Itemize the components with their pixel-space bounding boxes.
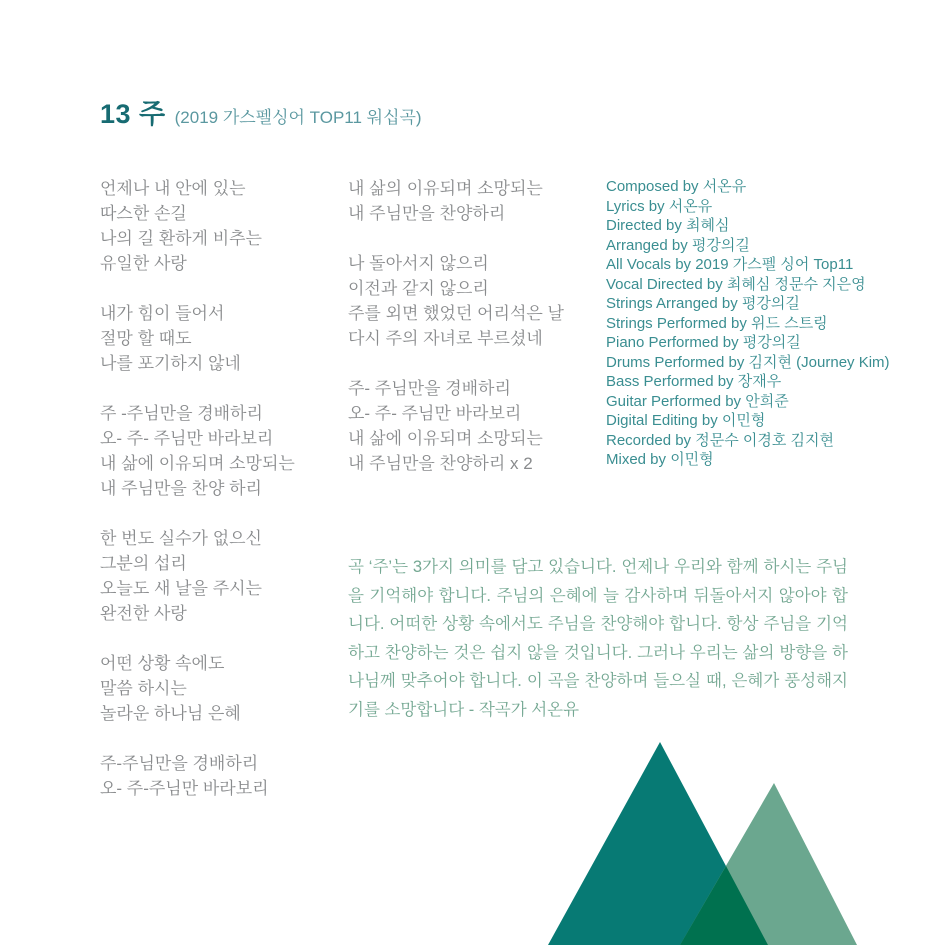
lyric-line: 언제나 내 안에 있는 xyxy=(100,179,246,198)
lyric-line: 그분의 섭리 xyxy=(100,554,187,573)
lyric-stanza xyxy=(100,651,340,726)
lyric-line: 유일한 사랑 xyxy=(100,254,187,273)
credit-line: Lyrics by 서온유 xyxy=(606,197,713,215)
lyric-stanza xyxy=(100,301,340,376)
lyric-line: 다시 주의 자녀로 부르셨네 xyxy=(348,329,543,348)
lyric-stanza xyxy=(100,401,340,501)
credit-line: Vocal Directed by 최혜심 정문수 지은영 xyxy=(606,275,866,293)
lyric-line: 나를 포기하지 않네 xyxy=(100,354,241,373)
lyric-stanza xyxy=(348,376,598,476)
lyric-line: 절망 할 때도 xyxy=(100,329,192,348)
lyric-line: 완전한 사랑 xyxy=(100,604,187,623)
lyric-line: 내 삶에 이유되며 소망되는 xyxy=(348,429,543,448)
lyric-line: 나 돌아서지 않으리 xyxy=(348,254,489,273)
lyric-line: 주를 외면 했었던 어리석은 날 xyxy=(348,304,564,323)
credit-line: Drums Performed by 김지현 (Journey Kim) xyxy=(606,353,890,371)
lyric-line: 내 삶에 이유되며 소망되는 xyxy=(100,454,295,473)
page-title-row xyxy=(100,92,422,131)
lyric-line: 주 -주님만을 경배하리 xyxy=(100,404,263,423)
credit-line: Strings Performed by 위드 스트링 xyxy=(606,314,828,332)
lyric-line: 어떤 상황 속에도 xyxy=(100,654,225,673)
credit-line: Guitar Performed by 안희준 xyxy=(606,392,789,410)
lyric-stanza xyxy=(100,526,340,626)
credit-line: Directed by 최혜심 xyxy=(606,217,730,234)
lyric-line: 오- 주-주님만 바라보리 xyxy=(100,779,269,798)
track-subtitle: (2019 가스펠싱어 TOP11 워십곡) xyxy=(174,108,422,127)
lyric-line: 이전과 같지 않으리 xyxy=(348,279,489,298)
credits-list xyxy=(606,177,936,470)
credit-line: Piano Performed by 평강의길 xyxy=(606,334,801,351)
lyric-line: 한 번도 실수가 없으신 xyxy=(100,529,262,548)
credit-line: Strings Arranged by 평강의길 xyxy=(606,295,800,312)
lyric-line: 내 주님만을 찬양 하리 xyxy=(100,479,262,498)
lyric-stanza xyxy=(348,176,598,226)
credit-line: Bass Performed by 장재우 xyxy=(606,373,782,390)
lyric-line: 오- 주- 주님만 바라보리 xyxy=(100,429,274,448)
lyric-line: 오- 주- 주님만 바라보리 xyxy=(348,404,522,423)
lyric-line: 따스한 손길 xyxy=(100,204,187,223)
lyric-line: 주-주님만을 경배하리 xyxy=(100,754,259,773)
lyric-line: 놀라운 하나님 은혜 xyxy=(100,704,241,723)
lyric-line: 내 주님만을 찬양하리 xyxy=(348,204,506,223)
lyric-line: 내 삶의 이유되며 소망되는 xyxy=(348,179,543,198)
lyrics-column-1 xyxy=(100,176,340,801)
lyric-line: 주- 주님만을 경배하리 xyxy=(348,379,511,398)
credit-line: All Vocals by 2019 가스펠 싱어 Top11 xyxy=(606,256,854,273)
song-description: 곡 ‘주’는 3가지 의미를 담고 있습니다. 언제나 우리와 함께 하시는 주님을 기억해야 합니다. 주님의 은혜에 늘 감사하며 뒤돌아서지 않아야 합니다. 어떠한 상황 속에서도 주님을 찬양해야 합니다. 항상 주님을 기억하고 찬양하는 것은 쉽지 않을 것입니다. 그러나 우리는 삶의 방향을 하나님께 맞추어야 합니다. 이 곡을 찬양하며 들으실 때, 은혜가 풍성해지기를 소망합니다 - 작곡가 서온유 xyxy=(348,558,848,719)
lyric-line: 말씀 하시는 xyxy=(100,679,187,698)
credit-line: Composed by 서온유 xyxy=(606,178,747,195)
mountain-triangles-overlap-icon xyxy=(680,866,768,945)
lyric-stanza xyxy=(100,751,340,801)
lyric-line: 내 주님만을 찬양하리 x 2 xyxy=(348,454,533,473)
credit-line: Digital Editing by 이민형 xyxy=(606,412,766,429)
mountain-triangle-large-icon xyxy=(548,742,768,945)
track-title: 13 주 xyxy=(100,99,166,129)
lyric-line: 오늘도 새 날을 주시는 xyxy=(100,579,262,598)
credit-line: Recorded by 정문수 이경호 김지현 xyxy=(606,431,834,449)
lyric-line: 나의 길 환하게 비추는 xyxy=(100,229,262,248)
lyric-line: 내가 힘이 들어서 xyxy=(100,304,225,323)
credit-line: Arranged by 평강의길 xyxy=(606,236,750,254)
mountain-triangle-small-icon xyxy=(680,783,857,945)
lyric-stanza xyxy=(100,176,340,276)
lyrics-column-2 xyxy=(348,176,598,476)
lyric-stanza xyxy=(348,251,598,351)
credit-line: Mixed by 이민형 xyxy=(606,451,714,468)
